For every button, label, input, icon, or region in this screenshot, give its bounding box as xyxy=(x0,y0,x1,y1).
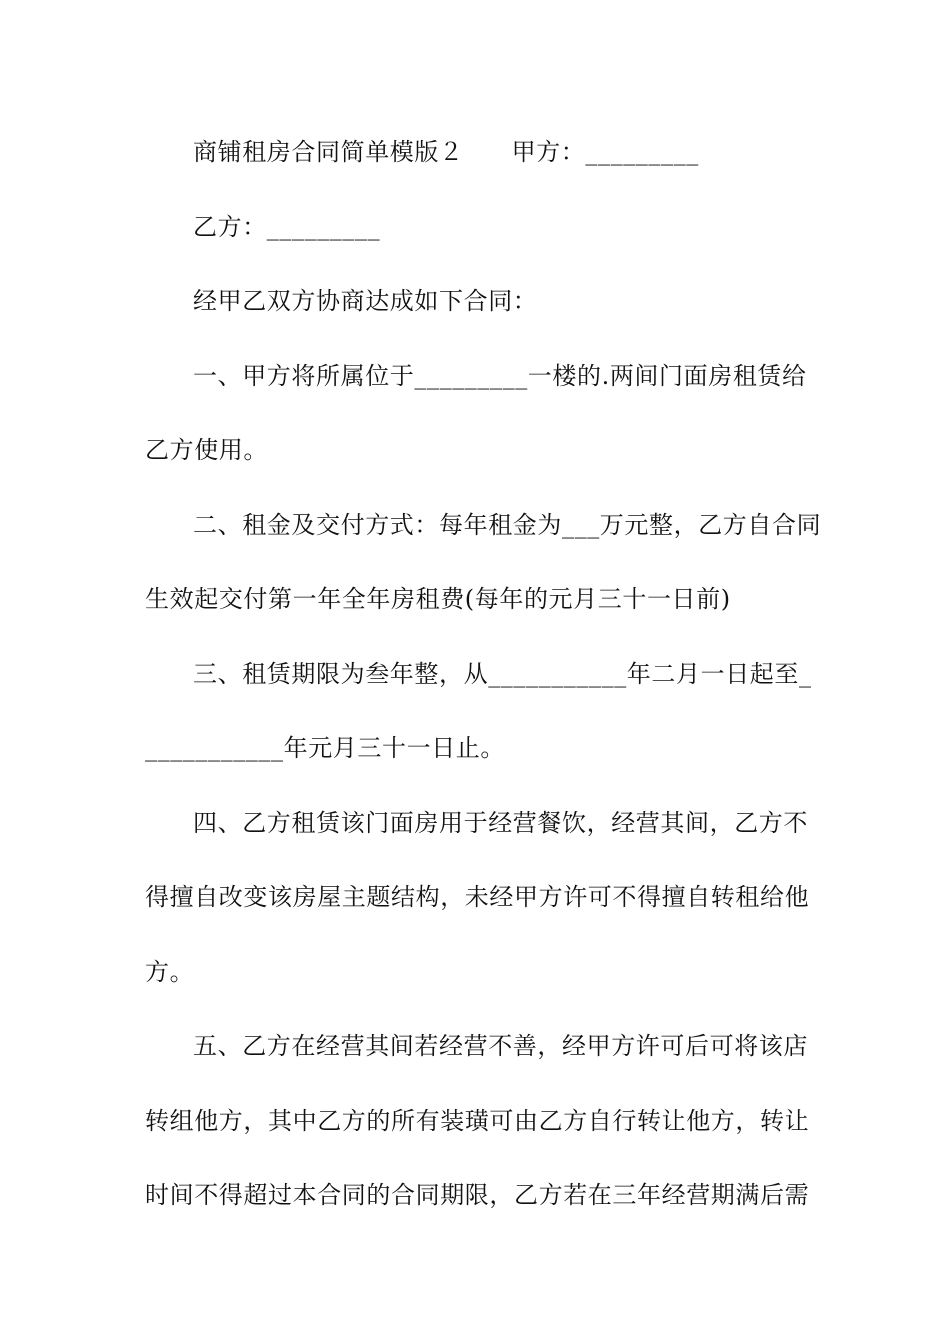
intro-paragraph: 经甲乙双方协商达成如下合同： xyxy=(193,287,538,315)
clause-4-line: 得擅自改变该房屋主题结构，未经甲方许可不得擅自转租给他 xyxy=(145,883,810,911)
clause-3-line: ___________年元月三十一日止。 xyxy=(145,734,505,762)
clause-5-line: 五、乙方在经营其间若经营不善，经甲方许可后可将该店 xyxy=(193,1032,808,1060)
clause-5-line: 转组他方，其中乙方的所有装璜可由乙方自行转让他方，转让 xyxy=(145,1107,810,1135)
party-a-field: 甲方：_________ xyxy=(511,138,699,166)
clause-5-line: 时间不得超过本合同的合同期限，乙方若在三年经营期满后需 xyxy=(145,1181,810,1209)
clause-1-line: 一、甲方将所属位于_________一楼的.两间门面房租赁给 xyxy=(193,362,807,390)
title-line xyxy=(193,137,699,167)
document-title: 商铺租房合同简单模版２ xyxy=(193,138,464,166)
party-b-field: 乙方：_________ xyxy=(193,213,381,241)
clause-4-line: 方。 xyxy=(145,958,195,986)
clause-2-line: 二、租金及交付方式：每年租金为___万元整，乙方自合同 xyxy=(193,511,822,539)
clause-2-line: 生效起交付第一年全年房租费(每年的元月三十一日前) xyxy=(145,585,731,613)
clause-4-line: 四、乙方租赁该门面房用于经营餐饮，经营其间，乙方不 xyxy=(193,809,808,837)
clause-3-line: 三、租赁期限为叁年整，从___________年二月一日起至_ xyxy=(193,660,812,688)
clause-1-line: 乙方使用。 xyxy=(145,436,268,464)
